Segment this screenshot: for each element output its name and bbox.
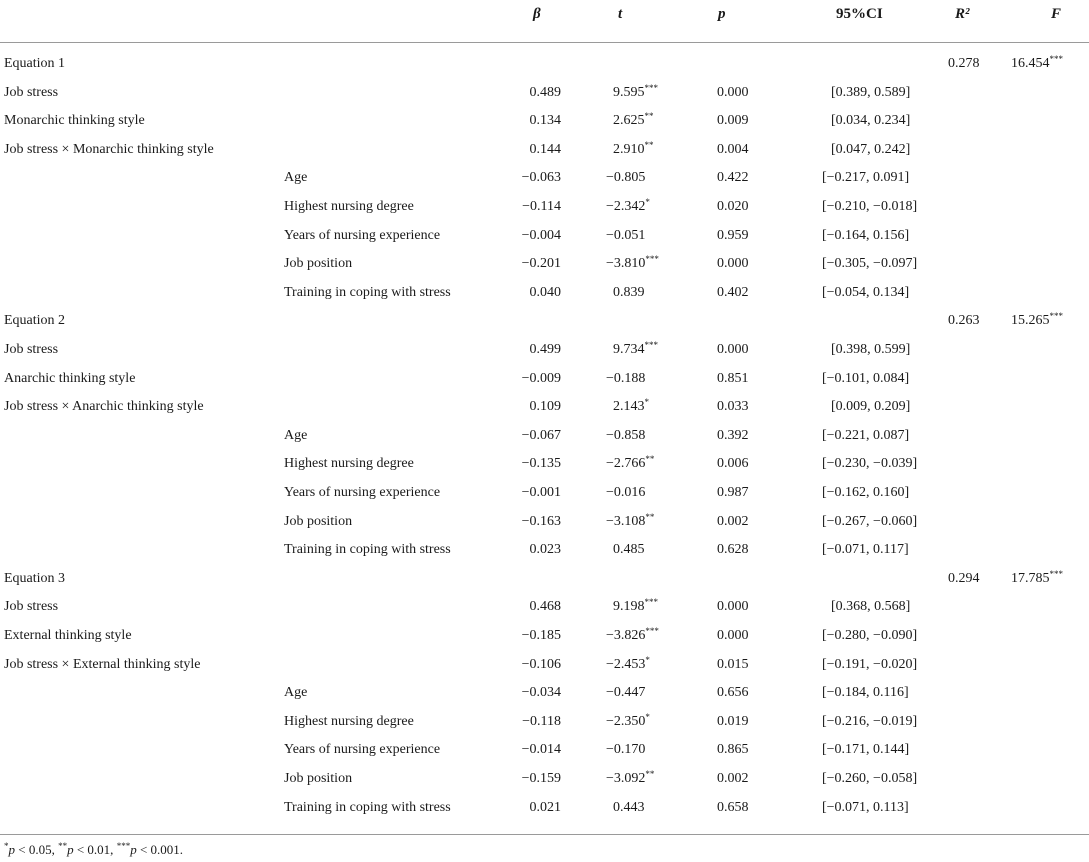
ci-value: [0.009, 0.209] xyxy=(831,399,911,415)
beta-value: −0.163 xyxy=(521,513,561,529)
t-number: 0.443 xyxy=(613,799,645,815)
p-value: 0.865 xyxy=(717,742,749,758)
ci-value: [−0.216, −0.019] xyxy=(822,713,918,729)
t-significance: *** xyxy=(645,254,659,265)
covariate-row xyxy=(0,452,1089,481)
variable-label: Anarchic thinking style xyxy=(4,370,136,386)
t-value xyxy=(606,228,645,244)
t-significance: ** xyxy=(644,139,654,150)
variable-label: Training in coping with stress xyxy=(284,799,451,815)
p-value: 0.019 xyxy=(717,713,749,729)
t-number: −0.188 xyxy=(606,370,646,386)
table-row xyxy=(0,367,1089,396)
t-number: 2.625 xyxy=(613,113,645,129)
bottom-rule xyxy=(0,834,1089,835)
ci-value: [−0.260, −0.058] xyxy=(822,771,918,786)
header-f: F xyxy=(1051,6,1062,22)
ci-value: [−0.217, 0.091] xyxy=(822,170,910,186)
variable-label: Training in coping with stress xyxy=(284,542,451,558)
p-value: 0.033 xyxy=(717,399,749,415)
table-row xyxy=(0,109,1089,138)
t-number: −0.858 xyxy=(606,427,646,443)
beta-value: 0.134 xyxy=(529,113,561,129)
variable-label: Job position xyxy=(284,256,353,272)
r2-value: 0.294 xyxy=(948,570,980,586)
t-number: 0.485 xyxy=(613,542,645,558)
variable-label: Age xyxy=(284,685,308,701)
t-significance: * xyxy=(644,397,649,408)
t-value xyxy=(606,628,659,644)
ci-value: [−0.210, −0.018] xyxy=(822,199,918,214)
t-value xyxy=(606,685,645,701)
t-number: −0.051 xyxy=(606,227,646,243)
equation-row xyxy=(0,52,1089,81)
footnote: *p < 0.05, **p < 0.01, ***p < 0.001. xyxy=(4,841,184,857)
variable-label: Job stress × Anarchic thinking style xyxy=(4,399,204,415)
t-number: −2.453 xyxy=(606,656,646,672)
p-value: 0.851 xyxy=(717,370,749,386)
t-significance: ** xyxy=(644,111,654,122)
ci-value: [−0.164, 0.156] xyxy=(822,227,910,243)
beta-value: −0.185 xyxy=(521,628,561,643)
beta-value: −0.135 xyxy=(521,456,561,472)
table-row xyxy=(0,338,1089,367)
equation-row xyxy=(0,567,1089,596)
ci-value: [0.389, 0.589] xyxy=(831,84,911,100)
t-value xyxy=(606,170,645,186)
ci-value: [−0.171, 0.144] xyxy=(822,742,910,758)
beta-value: −0.001 xyxy=(521,485,561,500)
variable-label: Years of nursing experience xyxy=(284,742,441,758)
variable-label: Job stress × External thinking style xyxy=(4,656,201,672)
variable-label: Job position xyxy=(284,771,353,786)
t-value xyxy=(606,511,655,530)
covariate-row xyxy=(0,738,1089,767)
t-number: −0.447 xyxy=(606,685,646,701)
r2-value: 0.263 xyxy=(948,313,980,329)
p-value: 0.000 xyxy=(717,342,749,357)
t-number: −3.108 xyxy=(606,513,646,529)
table-row xyxy=(0,395,1089,424)
t-value xyxy=(613,800,645,816)
t-value xyxy=(606,199,650,215)
p-value: 0.987 xyxy=(717,485,749,500)
beta-value: −0.114 xyxy=(522,199,561,214)
variable-label: Monarchic thinking style xyxy=(4,113,145,129)
beta-value: −0.118 xyxy=(522,713,561,729)
ci-value: [−0.230, −0.039] xyxy=(822,456,918,472)
p-value: 0.402 xyxy=(717,284,749,300)
ci-value: [−0.267, −0.060] xyxy=(822,513,918,529)
p-value: 0.656 xyxy=(717,685,749,701)
t-significance: * xyxy=(645,197,650,207)
table-header xyxy=(0,0,1089,34)
t-value xyxy=(613,542,645,558)
beta-value: 0.021 xyxy=(529,799,561,815)
table-row xyxy=(0,624,1089,653)
t-significance: * xyxy=(645,654,650,665)
t-number: −3.826 xyxy=(606,628,646,643)
equation-label: Equation 1 xyxy=(4,56,66,71)
f-significance: *** xyxy=(1049,311,1063,322)
ci-value: [−0.221, 0.087] xyxy=(822,427,910,443)
t-value xyxy=(613,113,654,129)
t-value xyxy=(613,139,654,158)
p-value: 0.009 xyxy=(717,113,749,129)
p-value: 0.392 xyxy=(717,427,749,443)
t-value xyxy=(606,711,650,730)
beta-value: 0.109 xyxy=(529,399,561,415)
t-value xyxy=(606,456,654,472)
header-rule xyxy=(0,42,1089,43)
t-number: 2.143 xyxy=(613,399,645,415)
table-row xyxy=(0,653,1089,682)
t-value xyxy=(613,342,658,358)
t-value xyxy=(606,371,645,387)
covariate-row xyxy=(0,195,1089,224)
table-row xyxy=(0,81,1089,110)
ci-value: [−0.305, −0.097] xyxy=(822,256,918,272)
p-value: 0.015 xyxy=(717,656,749,672)
beta-value: 0.499 xyxy=(529,342,561,357)
f-number: 15.265 xyxy=(1011,313,1050,329)
variable-label: Years of nursing experience xyxy=(284,485,441,500)
ci-value: [−0.184, 0.116] xyxy=(822,685,909,701)
covariate-row xyxy=(0,681,1089,710)
t-value xyxy=(613,399,649,415)
header-r2: R² xyxy=(955,6,970,22)
t-significance: *** xyxy=(644,340,658,350)
variable-label: Job position xyxy=(284,513,353,529)
variable-label: Highest nursing degree xyxy=(284,199,414,214)
equation-row xyxy=(0,309,1089,338)
t-significance: ** xyxy=(645,511,655,522)
t-number: −2.766 xyxy=(606,456,646,472)
t-significance: *** xyxy=(644,597,658,608)
t-number: 9.734 xyxy=(613,342,645,357)
variable-label: Age xyxy=(284,170,308,186)
beta-value: −0.106 xyxy=(521,656,561,672)
r2-value: 0.278 xyxy=(948,56,980,71)
t-number: −2.342 xyxy=(606,199,646,214)
header-t: t xyxy=(618,6,623,22)
t-number: −3.092 xyxy=(606,771,646,786)
variable-label: Highest nursing degree xyxy=(284,713,414,729)
variable-label: Training in coping with stress xyxy=(284,284,451,300)
t-number: −0.170 xyxy=(606,742,646,758)
t-value xyxy=(606,428,645,444)
t-value xyxy=(613,82,658,101)
t-significance: ** xyxy=(645,769,655,779)
f-number: 16.454 xyxy=(1011,56,1050,71)
beta-value: 0.144 xyxy=(529,141,561,157)
p-value: 0.006 xyxy=(717,456,749,472)
f-significance: *** xyxy=(1049,568,1063,579)
t-significance: ** xyxy=(645,454,655,465)
covariate-row xyxy=(0,252,1089,281)
variable-label: Job stress xyxy=(4,342,59,357)
t-number: −2.350 xyxy=(606,713,646,729)
beta-value: 0.023 xyxy=(529,542,561,558)
t-value xyxy=(606,771,654,787)
beta-value: −0.159 xyxy=(521,771,561,786)
beta-value: −0.067 xyxy=(521,427,561,443)
f-value xyxy=(1011,56,1063,72)
ci-value: [−0.071, 0.117] xyxy=(822,542,909,558)
header-beta: β xyxy=(533,6,541,22)
variable-label: Highest nursing degree xyxy=(284,456,414,472)
header-ci: 95%CI xyxy=(836,6,883,22)
t-value xyxy=(606,742,645,758)
table-row xyxy=(0,138,1089,167)
p-value: 0.020 xyxy=(717,199,749,214)
t-number: 9.198 xyxy=(613,599,645,615)
t-number: −0.805 xyxy=(606,170,646,186)
equation-label: Equation 3 xyxy=(4,570,66,586)
variable-label: Age xyxy=(284,427,308,443)
ci-value: [0.398, 0.599] xyxy=(831,342,911,357)
t-value xyxy=(613,599,658,615)
variable-label: Years of nursing experience xyxy=(284,227,441,243)
beta-value: 0.040 xyxy=(529,284,561,300)
beta-value: −0.063 xyxy=(521,170,561,186)
covariate-row xyxy=(0,281,1089,310)
ci-value: [−0.280, −0.090] xyxy=(822,628,918,643)
covariate-row xyxy=(0,510,1089,539)
ci-value: [0.034, 0.234] xyxy=(831,113,911,129)
ci-value: [0.368, 0.568] xyxy=(831,599,911,615)
t-number: −3.810 xyxy=(606,256,646,272)
f-value xyxy=(1011,568,1063,587)
f-value xyxy=(1011,313,1063,329)
variable-label: Job stress × Monarchic thinking style xyxy=(4,141,214,157)
f-number: 17.785 xyxy=(1011,570,1050,586)
t-value xyxy=(613,285,645,301)
p-value: 0.658 xyxy=(717,799,749,815)
f-significance: *** xyxy=(1049,54,1063,64)
p-value: 0.000 xyxy=(717,628,749,643)
covariate-row xyxy=(0,767,1089,796)
beta-value: 0.489 xyxy=(529,84,561,100)
p-value: 0.959 xyxy=(717,227,749,243)
t-number: 2.910 xyxy=(613,141,645,157)
beta-value: −0.034 xyxy=(521,685,561,701)
beta-value: −0.014 xyxy=(521,742,561,758)
t-significance: *** xyxy=(644,82,658,93)
t-significance: *** xyxy=(645,626,659,636)
beta-value: −0.009 xyxy=(521,370,561,386)
p-value: 0.628 xyxy=(717,542,749,558)
covariate-row xyxy=(0,538,1089,567)
ci-value: [0.047, 0.242] xyxy=(831,141,911,157)
p-value: 0.002 xyxy=(717,513,749,529)
t-number: 0.839 xyxy=(613,284,645,300)
covariate-row xyxy=(0,481,1089,510)
covariate-row xyxy=(0,424,1089,453)
p-value: 0.000 xyxy=(717,599,749,615)
ci-value: [−0.191, −0.020] xyxy=(822,656,918,672)
t-value xyxy=(606,485,645,501)
p-value: 0.002 xyxy=(717,771,749,786)
p-value: 0.004 xyxy=(717,141,749,157)
header-p: p xyxy=(718,6,726,22)
variable-label: Job stress xyxy=(4,599,59,615)
covariate-row xyxy=(0,166,1089,195)
variable-label: External thinking style xyxy=(4,628,132,643)
ci-value: [−0.101, 0.084] xyxy=(822,370,910,386)
table-row xyxy=(0,595,1089,624)
covariate-row xyxy=(0,224,1089,253)
beta-value: 0.468 xyxy=(529,599,561,615)
ci-value: [−0.071, 0.113] xyxy=(822,799,909,815)
covariate-row xyxy=(0,796,1089,825)
t-significance: * xyxy=(645,711,650,722)
ci-value: [−0.054, 0.134] xyxy=(822,284,910,300)
t-number: −0.016 xyxy=(606,485,646,500)
beta-value: −0.004 xyxy=(521,227,561,243)
equation-label: Equation 2 xyxy=(4,313,66,329)
p-value: 0.422 xyxy=(717,170,749,186)
p-value: 0.000 xyxy=(717,256,749,272)
t-value xyxy=(606,654,650,673)
p-value: 0.000 xyxy=(717,84,749,100)
ci-value: [−0.162, 0.160] xyxy=(822,485,910,500)
beta-value: −0.201 xyxy=(521,256,561,272)
t-value xyxy=(606,256,659,272)
covariate-row xyxy=(0,710,1089,739)
t-number: 9.595 xyxy=(613,84,645,100)
variable-label: Job stress xyxy=(4,84,59,100)
